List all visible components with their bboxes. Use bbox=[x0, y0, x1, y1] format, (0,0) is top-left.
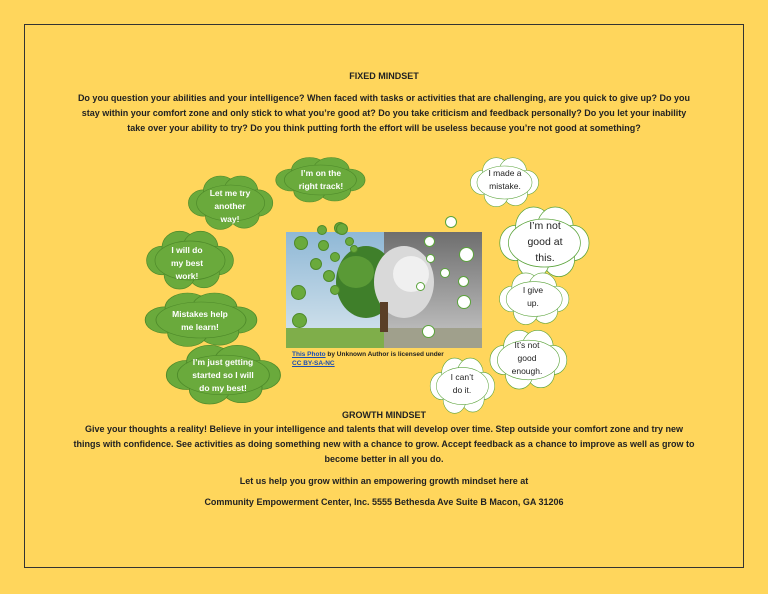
cloud-will-do-best: I will do my best work! bbox=[170, 244, 204, 281]
bubble-white bbox=[458, 276, 469, 287]
bubble-white bbox=[416, 282, 425, 291]
bubble-green bbox=[310, 258, 322, 270]
bubble-green bbox=[292, 313, 307, 328]
bubble-green bbox=[323, 270, 335, 282]
cloud-just-getting-started: I’m just getting started so I will do my best! bbox=[192, 356, 254, 393]
growth-line-2: things with confidence. See activities as doing something new with a chance to grow. Accept feedback as a chance to improve as well as grow to bbox=[73, 439, 695, 449]
bubble-green bbox=[350, 245, 358, 253]
bubble-white bbox=[440, 268, 450, 278]
photo-credit bbox=[292, 350, 444, 368]
bubble-white bbox=[445, 216, 457, 228]
bubble-white bbox=[424, 236, 435, 247]
bubble-green bbox=[318, 240, 329, 251]
address: Community Empowerment Center, Inc. 5555 Bethesda Ave Suite B Macon, GA 31206 bbox=[204, 497, 564, 507]
bubble-white bbox=[422, 325, 435, 338]
photo-credit-text: by Unknown Author is licensed under bbox=[325, 351, 444, 358]
fixed-mindset-heading: FIXED MINDSET bbox=[349, 71, 419, 81]
bubble-green bbox=[330, 252, 340, 262]
growth-line-3: become better in all you do. bbox=[324, 454, 444, 464]
bubble-green bbox=[291, 285, 306, 300]
bubble-green bbox=[336, 223, 348, 235]
bubble-green bbox=[317, 225, 327, 235]
cloud-not-good-at-this: I’m not good at this. bbox=[527, 220, 563, 264]
cloud-not-good-enough: It’s not good enough. bbox=[511, 339, 543, 376]
cloud-cant-do-it: I can’t do it. bbox=[450, 372, 474, 395]
bubble-green bbox=[294, 236, 308, 250]
fixed-line-3: take over your ability to try? Do you think putting forth the effort will be useless because you’re not good at something? bbox=[127, 123, 641, 133]
fixed-line-1: Do you question your abilities and your intelligence? When faced with tasks or activities that are challenging, are you quick to give up? Do you bbox=[77, 93, 691, 103]
growth-line-1: Give your thoughts a reality! Believe in your intelligence and talents that will develop over time. Step outside your comfort zone and try new bbox=[84, 424, 684, 434]
cloud-mistakes-help: Mistakes help me learn! bbox=[172, 309, 228, 332]
license-link[interactable]: CC BY-SA-NC bbox=[292, 360, 335, 367]
fixed-line-2: stay within your comfort zone and only stick to what you’re good at? Do you take criticism and feedback personally? Do you let your inability bbox=[81, 108, 687, 118]
cloud-made-mistake: I made a mistake. bbox=[488, 168, 522, 191]
cloud-give-up: I give up. bbox=[522, 285, 544, 308]
call-to-action: Let us help you grow within an empowering growth mindset here at bbox=[239, 476, 529, 486]
photo-link[interactable]: This Photo bbox=[292, 351, 326, 358]
bubble-white bbox=[459, 247, 474, 262]
cloud-right-track: I’m on the right track! bbox=[298, 168, 344, 191]
bubble-white bbox=[457, 295, 471, 309]
mindset-tree-photo bbox=[286, 232, 482, 348]
cloud-let-me-try: Let me try another way! bbox=[209, 187, 251, 224]
bubble-green bbox=[330, 285, 340, 295]
growth-mindset-paragraph bbox=[40, 422, 728, 467]
bubble-white bbox=[426, 254, 435, 263]
growth-mindset-heading: GROWTH MINDSET bbox=[342, 410, 426, 420]
